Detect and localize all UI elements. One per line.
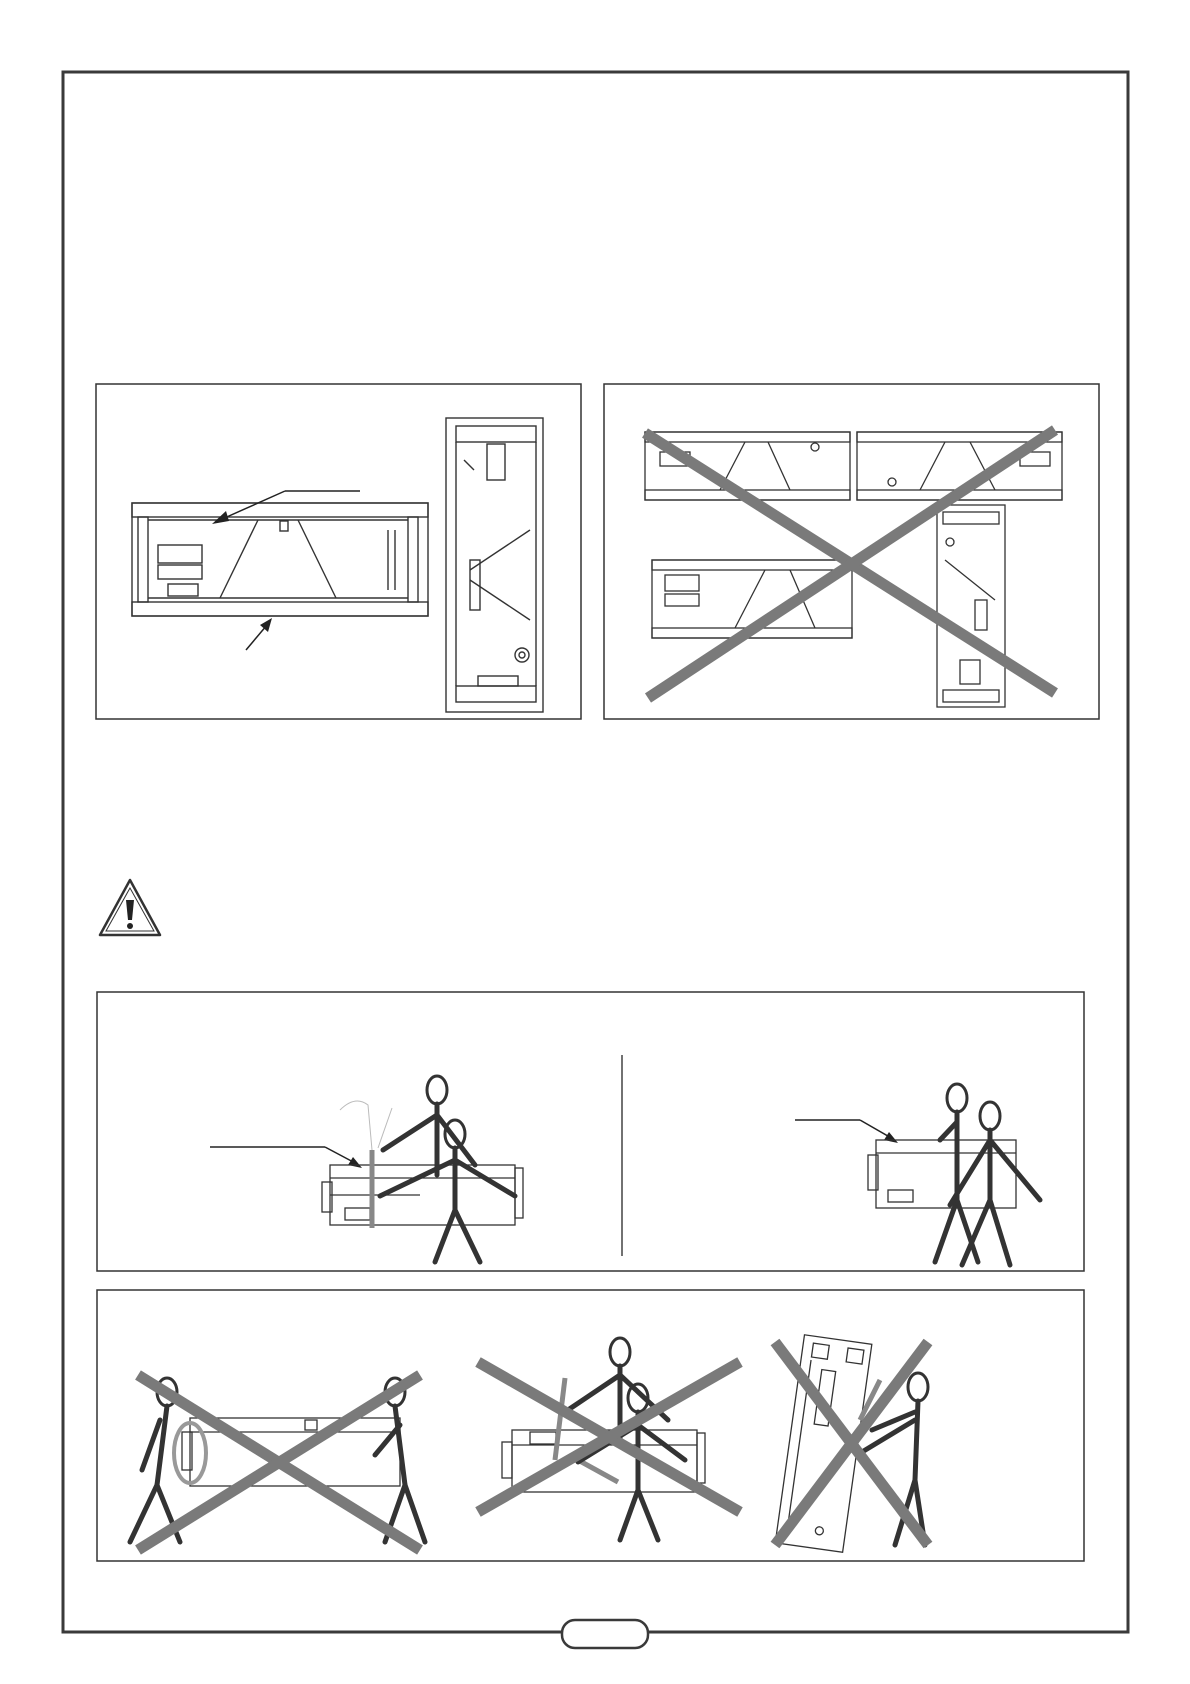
page-number-tab (562, 1620, 648, 1648)
lifting-correct-left (210, 1076, 523, 1262)
storage-wrong-panel (604, 384, 1099, 719)
storage-correct-panel (96, 384, 581, 719)
arrow-top (212, 491, 360, 524)
lifting-wrong-2 (478, 1338, 740, 1540)
lifting-wrong-3 (775, 1335, 928, 1552)
page-frame (63, 72, 1128, 1632)
lifting-correct-right (795, 1084, 1040, 1265)
unit-horizontal-drawing (132, 503, 428, 616)
arrow-bottom (246, 618, 272, 650)
lifting-wrong-1 (130, 1375, 425, 1550)
warning-triangle-icon (100, 880, 160, 935)
unit-vertical-drawing (446, 418, 543, 712)
lifting-correct-panel (97, 992, 1084, 1271)
lifting-wrong-panel (97, 1290, 1084, 1561)
